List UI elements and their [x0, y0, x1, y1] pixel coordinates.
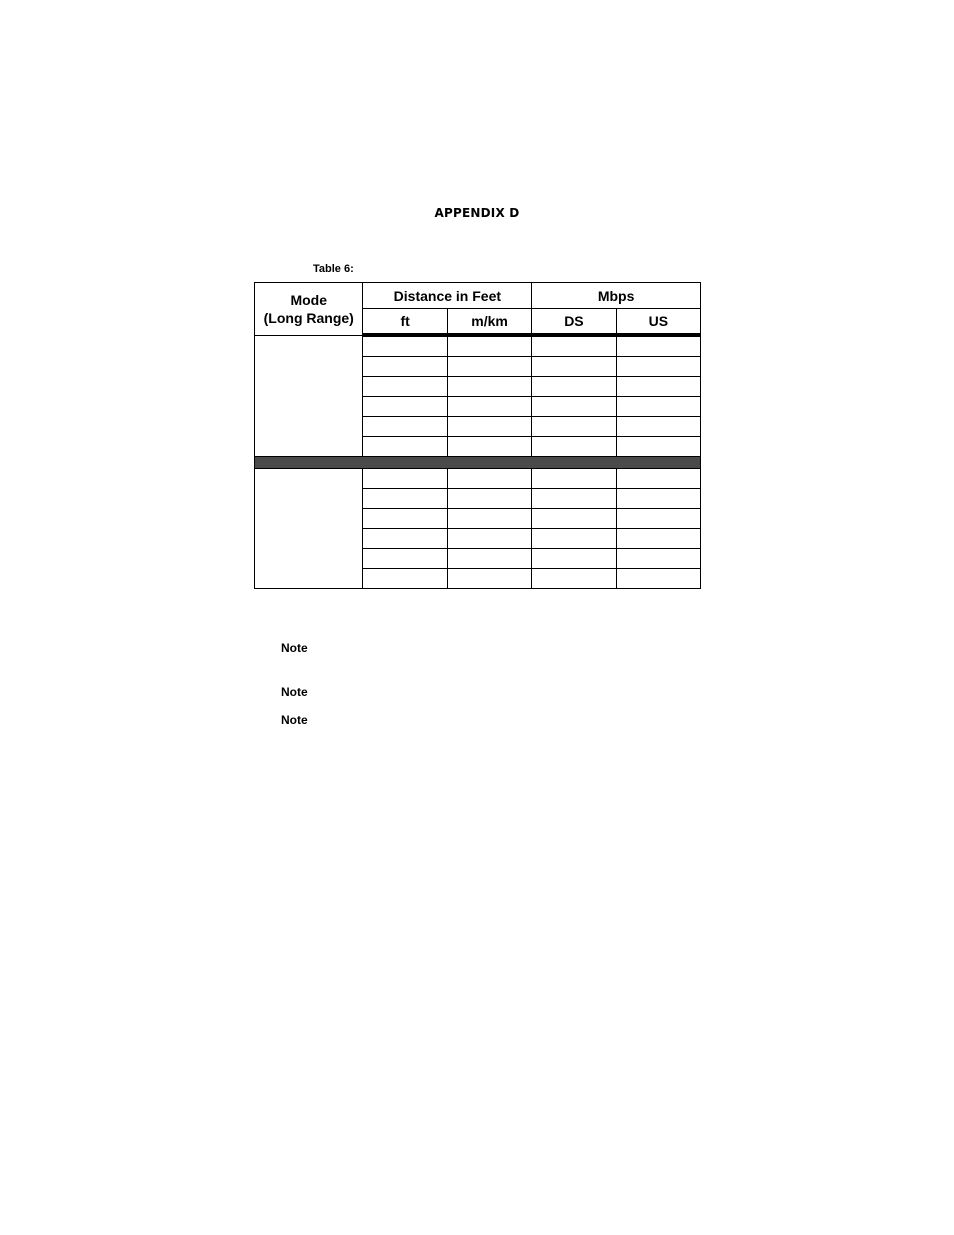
table-cell: [447, 357, 531, 377]
table-cell: [532, 549, 616, 569]
table-cell: [532, 377, 616, 397]
table-cell: [447, 549, 531, 569]
table-cell: [447, 437, 531, 457]
mode-distance-table: [254, 282, 701, 589]
table-row: [255, 469, 701, 489]
table-cell: [363, 335, 447, 357]
table-cell: [616, 357, 700, 377]
table-cell: [363, 569, 447, 589]
table-cell: [616, 397, 700, 417]
note-label-1: Note: [281, 641, 308, 655]
table-cell: [616, 569, 700, 589]
table-cell: [616, 509, 700, 529]
table-cell: [616, 335, 700, 357]
table-cell: [532, 489, 616, 509]
table-cell: [363, 509, 447, 529]
distance-group-header: Distance in Feet: [363, 283, 532, 309]
mode-header-line1: Mode: [290, 291, 328, 308]
table-cell: [363, 529, 447, 549]
note-label-3: Note: [281, 713, 308, 727]
table-cell: [363, 469, 447, 489]
table-cell: [532, 397, 616, 417]
mbps-group-header: Mbps: [532, 283, 701, 309]
table-cell: [363, 489, 447, 509]
table-cell: [363, 377, 447, 397]
table-cell: [363, 549, 447, 569]
table-cell: [616, 437, 700, 457]
table-cell: [616, 529, 700, 549]
mode-header-line2: (Long Range): [263, 309, 354, 326]
mode-column-header: [255, 283, 363, 336]
table-cell: [532, 509, 616, 529]
note-label-2: Note: [281, 685, 308, 699]
table-cell: [447, 377, 531, 397]
table-cell: [363, 397, 447, 417]
table-cell: [447, 489, 531, 509]
us-column-header: US: [616, 309, 700, 336]
table-cell: [532, 357, 616, 377]
table-cell: [532, 529, 616, 549]
table-cell: [363, 357, 447, 377]
table-cell: [532, 469, 616, 489]
table-cell: [616, 549, 700, 569]
table-cell: [447, 417, 531, 437]
table-cell: [532, 417, 616, 437]
group-separator-row: [255, 457, 701, 469]
table-cell: [447, 397, 531, 417]
table-cell: [616, 417, 700, 437]
ds-column-header: DS: [532, 309, 616, 336]
table-cell: [616, 489, 700, 509]
table-cell: [532, 437, 616, 457]
table-cell: [532, 569, 616, 589]
mkm-column-header: m/km: [447, 309, 531, 336]
table-cell: [447, 469, 531, 489]
appendix-heading: APPENDIX D: [434, 206, 520, 220]
table-cell: [363, 437, 447, 457]
mode-cell-group2: [255, 469, 363, 589]
table-row: [255, 335, 701, 357]
ft-column-header: ft: [363, 309, 447, 336]
table-cell: [447, 569, 531, 589]
mode-cell-group1: [255, 335, 363, 457]
table-cell: [616, 377, 700, 397]
table-cell: [616, 469, 700, 489]
table-cell: [447, 335, 531, 357]
table-cell: [447, 509, 531, 529]
table-cell: [363, 417, 447, 437]
separator-bar: [255, 457, 701, 469]
table-cell: [532, 335, 616, 357]
table-cell: [447, 529, 531, 549]
table-header-row: [255, 283, 701, 309]
table-caption: Table 6:: [313, 263, 354, 275]
